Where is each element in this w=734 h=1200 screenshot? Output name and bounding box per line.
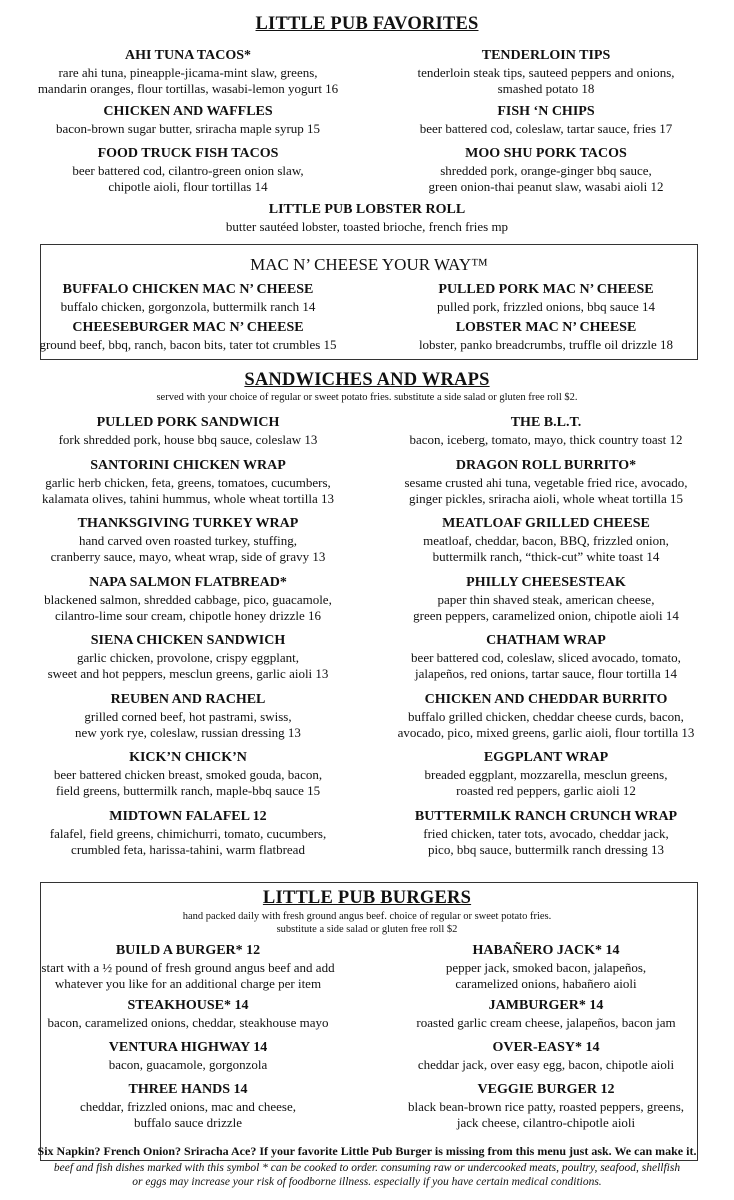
item-desc: sweet and hot peppers, mesclun greens, garlic aioli 13	[47, 666, 329, 681]
item-desc: jalapeños, red onions, tartar sauce, flour tortilla 14	[414, 666, 678, 681]
menu-item	[8, 1080, 368, 1131]
burgers-title: LITTLE PUB BURGERS	[262, 888, 472, 908]
item-desc: garlic herb chicken, feta, greens, tomatoes, cucumbers,	[45, 475, 331, 490]
item-desc: roasted garlic cream cheese, jalapeños, bacon jam	[416, 1015, 676, 1030]
item-desc: bacon-brown sugar butter, sriracha maple syrup 15	[55, 121, 321, 136]
menu-item	[8, 144, 368, 195]
item-name: DRAGON ROLL BURRITO*	[455, 458, 637, 473]
item-name: STEAKHOUSE* 14	[127, 998, 249, 1013]
item-desc: pulled pork, frizzled onions, bbq sauce 14	[436, 299, 656, 314]
menu-item	[8, 631, 368, 682]
item-desc: blackened salmon, shredded cabbage, pico, guacamole,	[44, 592, 332, 607]
item-desc: ginger pickles, sriracha aioli, whole wheat tortilla 15	[409, 491, 683, 506]
item-name: THANKSGIVING TURKEY WRAP	[77, 516, 299, 531]
item-desc: garlic chicken, provolone, crispy eggplant,	[76, 650, 299, 665]
menu-item	[366, 1038, 726, 1073]
item-desc: beer battered cod, cilantro-green onion slaw,	[72, 163, 304, 178]
item-desc: roasted red peppers, garlic aioli 12	[456, 783, 636, 798]
item-name: VEGGIE BURGER 12	[477, 1082, 615, 1097]
footnote-line: or eggs may increase your risk of foodborne illness. especially if you have certain medical conditions.	[132, 1176, 602, 1188]
item-desc: buffalo chicken, gorgonzola, buttermilk ranch 14	[60, 299, 316, 314]
menu-item	[366, 1080, 726, 1131]
item-desc: rare ahi tuna, pineapple-jicama-mint slaw, greens,	[58, 65, 318, 80]
menu-item	[8, 1038, 368, 1073]
item-desc: fork shredded pork, house bbq sauce, coleslaw 13	[58, 432, 318, 447]
item-desc: bacon, caramelized onions, cheddar, steakhouse mayo	[47, 1015, 329, 1030]
item-name: TENDERLOIN TIPS	[481, 48, 611, 63]
item-desc: new york rye, coleslaw, russian dressing 13	[75, 725, 301, 740]
item-desc: paper thin shaved steak, american cheese,	[437, 592, 655, 607]
menu-item	[366, 280, 726, 315]
item-name: MOO SHU PORK TACOS	[465, 146, 627, 161]
item-desc: chipotle aioli, flour tortillas 14	[108, 179, 268, 194]
menu-item	[366, 807, 726, 858]
item-name: SIENA CHICKEN SANDWICH	[90, 633, 286, 648]
item-desc: cheddar, frizzled onions, mac and cheese,	[79, 1099, 297, 1114]
item-desc: cheddar jack, over easy egg, bacon, chipotle aioli	[417, 1057, 675, 1072]
item-desc: avocado, pico, mixed greens, garlic aioli, flour tortilla 13	[397, 725, 695, 740]
menu-item	[366, 690, 726, 741]
favorites-title: LITTLE PUB FAVORITES	[255, 14, 479, 34]
menu-item	[8, 514, 368, 565]
item-name: FOOD TRUCK FISH TACOS	[97, 146, 279, 161]
item-desc: buffalo grilled chicken, cheddar cheese curds, bacon,	[408, 709, 684, 724]
item-name: CHICKEN AND CHEDDAR BURRITO	[424, 692, 668, 707]
item-name: SANTORINI CHICKEN WRAP	[90, 458, 286, 473]
item-name: HABAÑERO JACK* 14	[472, 943, 620, 958]
footnote-line: beef and fish dishes marked with this symbol * can be cooked to order. consuming raw or undercooked meats, poultry, seafood, shellfish	[53, 1162, 681, 1174]
item-name: MIDTOWN FALAFEL 12	[109, 809, 267, 824]
item-name: BUTTERMILK RANCH CRUNCH WRAP	[414, 809, 678, 824]
item-name: JAMBURGER* 14	[488, 998, 604, 1013]
item-desc: whatever you like for an additional charge per item	[54, 976, 322, 991]
item-desc: butter sautéed lobster, toasted brioche, french fries mp	[225, 219, 509, 234]
burgers-tagline: Six Napkin? French Onion? Sriracha Ace? If your favorite Little Pub Burger is missing from this menu just ask. We can make it.	[37, 1144, 697, 1158]
item-name: BUFFALO CHICKEN MAC N’ CHEESE	[62, 282, 314, 297]
item-name: KICK’N CHICK’N	[129, 750, 247, 765]
menu-item	[187, 200, 547, 235]
item-desc: tenderloin steak tips, sauteed peppers and onions,	[417, 65, 675, 80]
item-desc: lobster, panko breadcrumbs, truffle oil drizzle 18	[418, 337, 674, 352]
mac-title: MAC N’ CHEESE YOUR WAY™	[250, 255, 488, 274]
item-desc: green peppers, caramelized onion, chipotle aioli 14	[413, 608, 679, 623]
item-desc: start with a ½ pound of fresh ground angus beef and add	[41, 960, 335, 975]
item-desc: cilantro-lime sour cream, chipotle honey drizzle 16	[54, 608, 322, 623]
menu-item	[8, 807, 368, 858]
menu-item	[366, 514, 726, 565]
item-desc: bacon, guacamole, gorgonzola	[108, 1057, 268, 1072]
item-name: OVER-EASY* 14	[492, 1040, 600, 1055]
item-desc: pico, bbq sauce, buttermilk ranch dressing 13	[427, 842, 665, 857]
item-name: CHEESEBURGER MAC N’ CHEESE	[72, 320, 304, 335]
item-desc: crumbled feta, harissa-tahini, warm flatbread	[71, 842, 305, 857]
menu-item	[8, 456, 368, 507]
item-desc: beer battered cod, coleslaw, sliced avocado, tomato,	[411, 650, 681, 665]
item-desc: falafel, field greens, chimichurri, tomato, cucumbers,	[49, 826, 327, 841]
menu-item	[366, 573, 726, 624]
item-name: EGGPLANT WRAP	[483, 750, 609, 765]
menu-item	[8, 690, 368, 741]
menu-item	[8, 102, 368, 137]
menu-item	[8, 996, 368, 1031]
menu-item	[8, 413, 368, 448]
item-desc: pepper jack, smoked bacon, jalapeños,	[445, 960, 647, 975]
item-name: THREE HANDS 14	[128, 1082, 248, 1097]
menu-item	[8, 573, 368, 624]
menu-item	[366, 996, 726, 1031]
item-desc: fried chicken, tater tots, avocado, cheddar jack,	[423, 826, 669, 841]
menu-item	[366, 413, 726, 448]
item-name: MEATLOAF GRILLED CHEESE	[442, 516, 650, 531]
burgers-subtitle-line: substitute a side salad or gluten free roll $2	[276, 924, 458, 935]
item-desc: caramelized onions, habañero aioli	[455, 976, 637, 991]
burgers-subtitle	[0, 910, 734, 936]
item-name: THE B.L.T.	[510, 415, 582, 430]
menu-item	[8, 941, 368, 992]
item-name: LITTLE PUB LOBSTER ROLL	[268, 202, 466, 217]
menu-item	[366, 941, 726, 992]
menu-item	[8, 46, 368, 97]
menu-item	[366, 748, 726, 799]
item-desc: bacon, iceberg, tomato, mayo, thick country toast 12	[409, 432, 683, 447]
burgers-subtitle-line: hand packed daily with fresh ground angus beef. choice of regular or sweet potato fries.	[182, 911, 552, 922]
item-name: CHATHAM WRAP	[486, 633, 606, 648]
item-desc: smashed potato 18	[497, 81, 595, 96]
item-name: LOBSTER MAC N’ CHEESE	[455, 320, 637, 335]
menu-item	[8, 280, 368, 315]
menu-item	[366, 102, 726, 137]
item-desc: jack cheese, cilantro-chipotle aioli	[456, 1115, 636, 1130]
item-name: PULLED PORK MAC N’ CHEESE	[438, 282, 654, 297]
item-desc: kalamata olives, tahini hummus, whole wheat tortilla 13	[41, 491, 335, 506]
item-desc: meatloaf, cheddar, bacon, BBQ, frizzled onion,	[423, 533, 669, 548]
item-name: CHICKEN AND WAFFLES	[103, 104, 273, 119]
item-desc: grilled corned beef, hot pastrami, swiss,	[84, 709, 292, 724]
item-desc: beer battered chicken breast, smoked gouda, bacon,	[53, 767, 323, 782]
item-desc: hand carved oven roasted turkey, stuffing,	[78, 533, 298, 548]
menu-item	[366, 631, 726, 682]
sandwiches-subtitle: served with your choice of regular or sweet potato fries. substitute a side salad or gluten free roll $2.	[156, 392, 578, 403]
footnote	[0, 1161, 734, 1189]
item-desc: breaded eggplant, mozzarella, mesclun greens,	[424, 767, 668, 782]
item-desc: cranberry sauce, mayo, wheat wrap, side of gravy 13	[50, 549, 326, 564]
item-name: NAPA SALMON FLATBREAD*	[89, 575, 287, 590]
item-desc: green onion-thai peanut slaw, wasabi aioli 12	[428, 179, 664, 194]
item-desc: field greens, buttermilk ranch, maple-bbq sauce 15	[55, 783, 321, 798]
menu-item	[366, 144, 726, 195]
item-name: VENTURA HIGHWAY 14	[108, 1040, 268, 1055]
item-desc: black bean-brown rice patty, roasted peppers, greens,	[407, 1099, 684, 1114]
item-desc: beer battered cod, coleslaw, tartar sauce, fries 17	[419, 121, 673, 136]
menu-item	[366, 46, 726, 97]
menu-item	[8, 318, 368, 353]
item-desc: ground beef, bbq, ranch, bacon bits, tater tot crumbles 15	[39, 337, 337, 352]
menu-item	[366, 456, 726, 507]
item-desc: buffalo sauce drizzle	[133, 1115, 243, 1130]
item-name: REUBEN AND RACHEL	[110, 692, 266, 707]
item-name: PULLED PORK SANDWICH	[96, 415, 280, 430]
item-name: FISH ‘N CHIPS	[497, 104, 595, 119]
item-name: BUILD A BURGER* 12	[115, 943, 261, 958]
item-name: AHI TUNA TACOS*	[124, 48, 252, 63]
item-desc: shredded pork, orange-ginger bbq sauce,	[440, 163, 652, 178]
sandwiches-title: SANDWICHES AND WRAPS	[244, 370, 490, 390]
item-desc: sesame crusted ahi tuna, vegetable fried rice, avocado,	[404, 475, 688, 490]
menu-item	[8, 748, 368, 799]
item-desc: mandarin oranges, flour tortillas, wasabi-lemon yogurt 16	[37, 81, 339, 96]
menu-item	[366, 318, 726, 353]
item-desc: buttermilk ranch, “thick-cut” white toast 14	[432, 549, 660, 564]
item-name: PHILLY CHEESESTEAK	[466, 575, 626, 590]
